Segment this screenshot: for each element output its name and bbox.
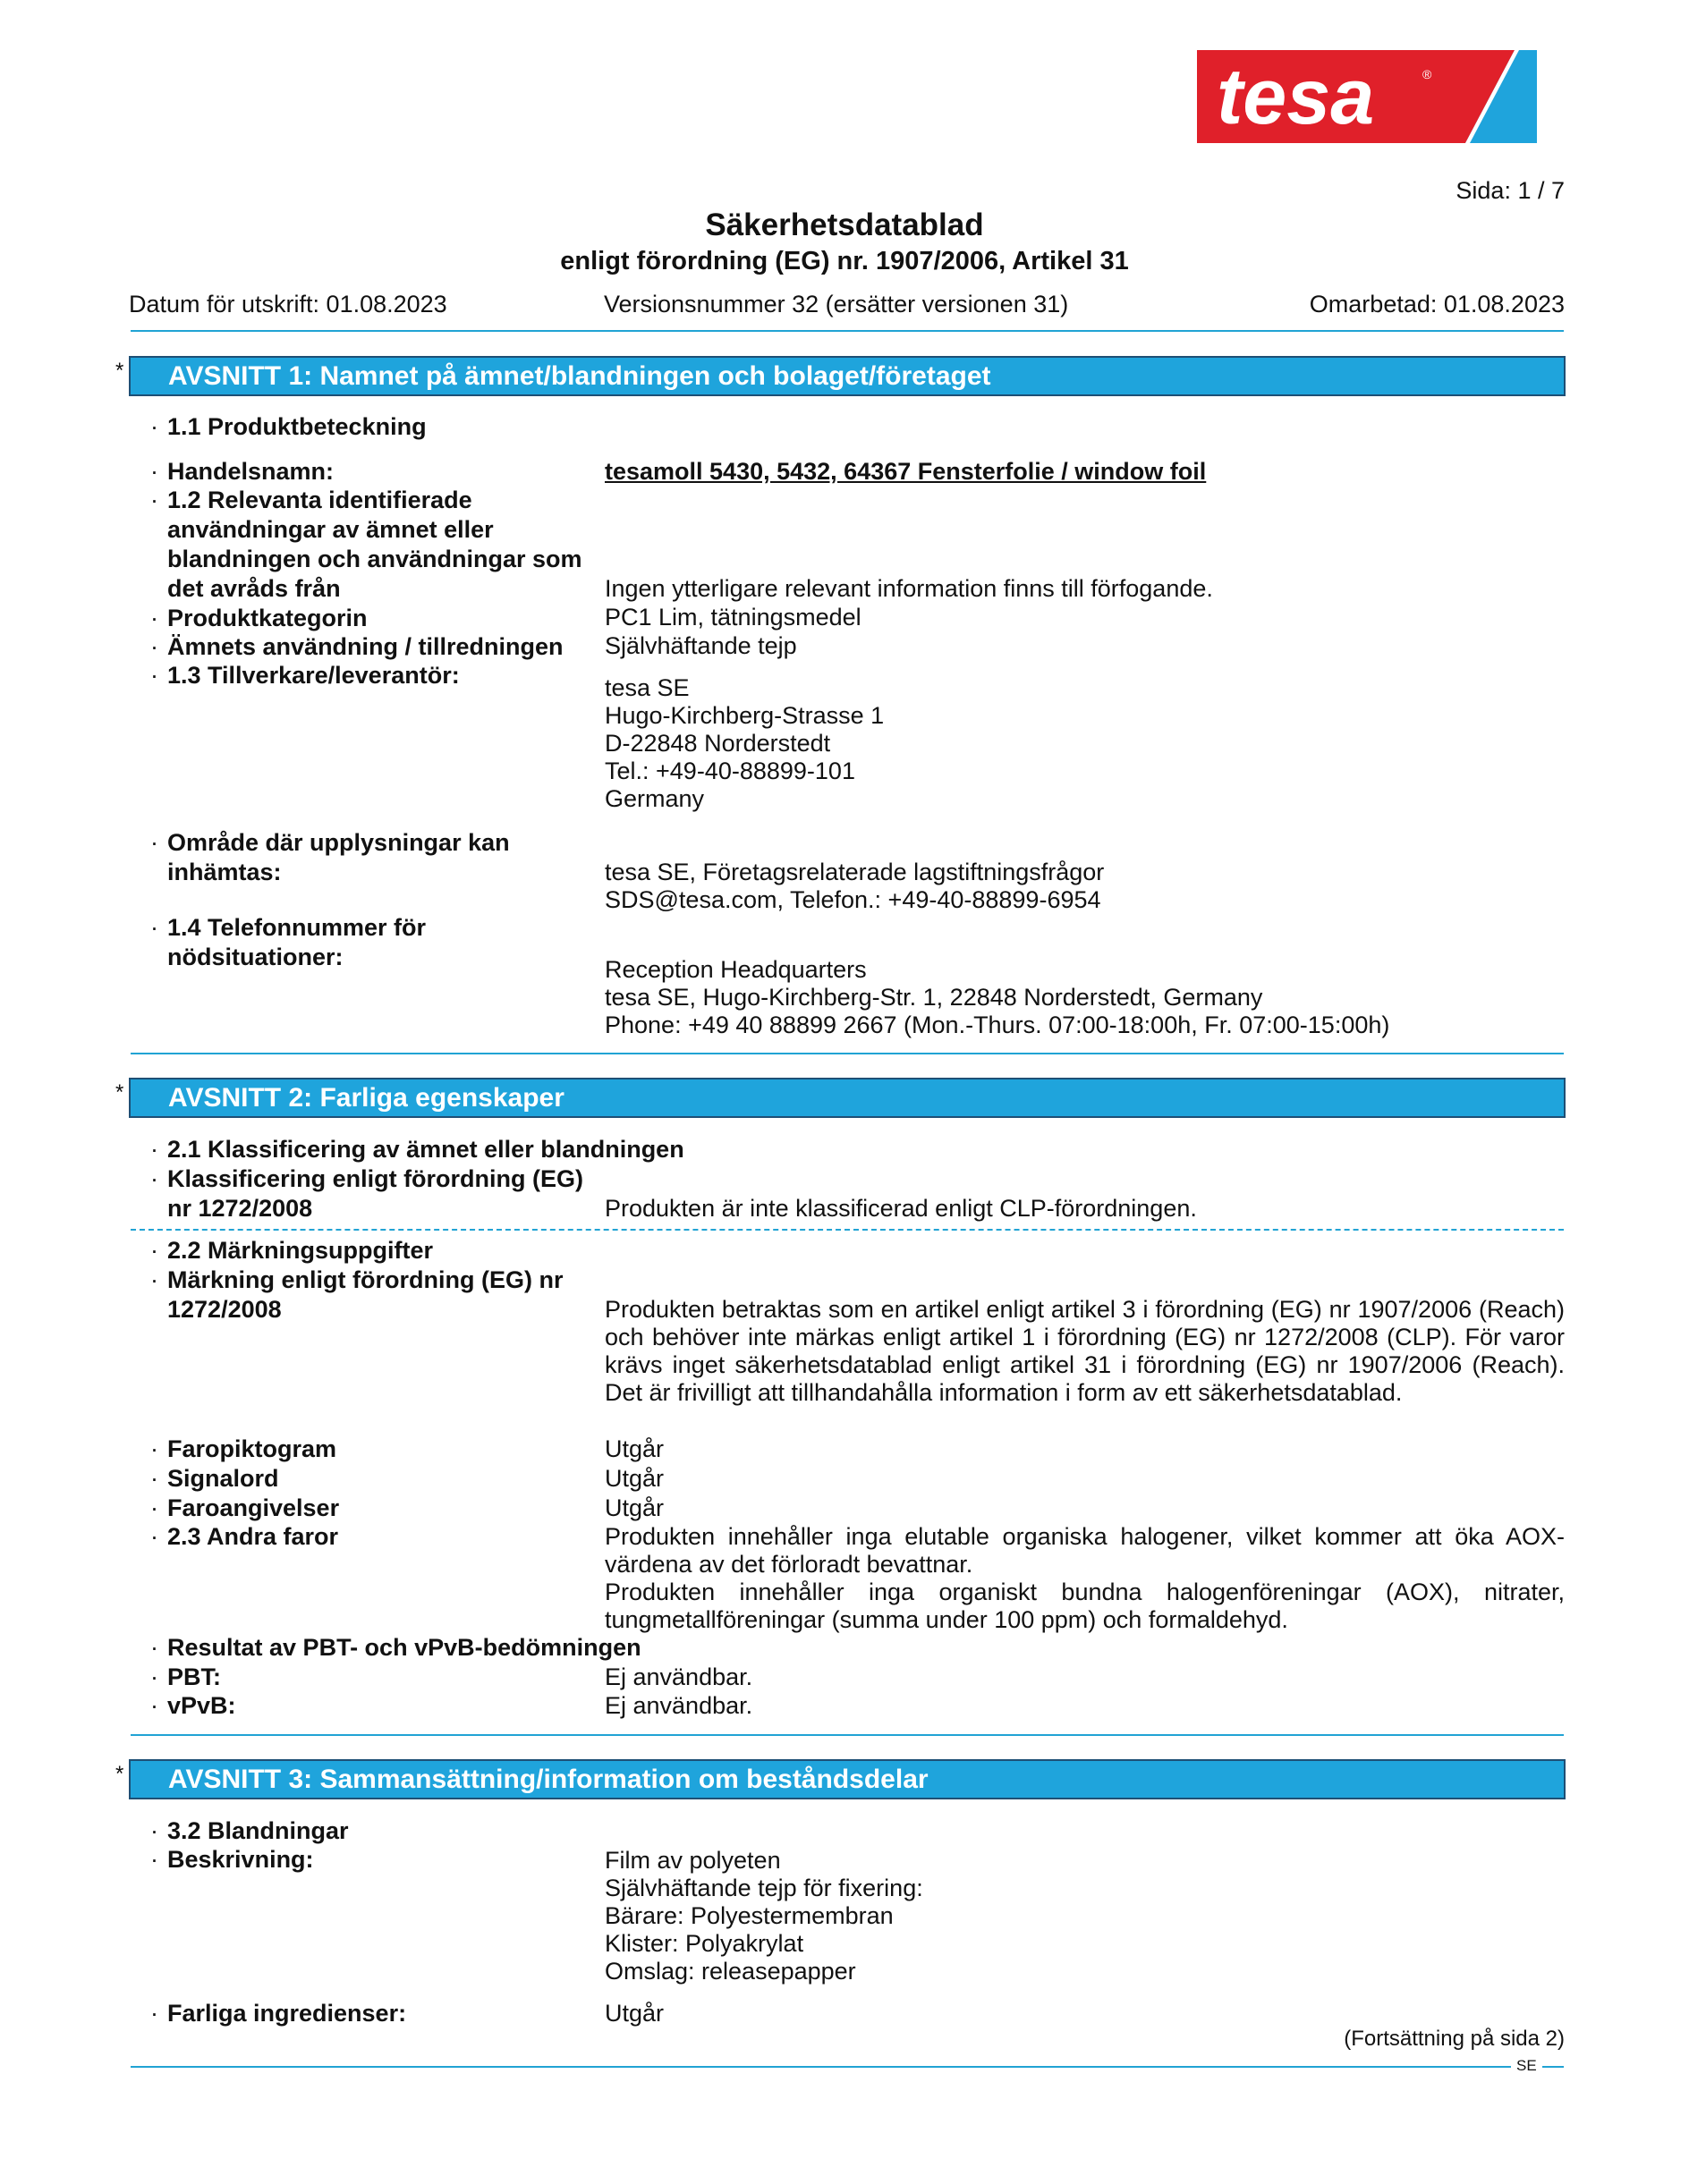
label-pictogram: · Faropiktogram — [150, 1435, 337, 1462]
trade-name-value: tesamoll 5430, 5432, 64367 Fensterfolie / window foil — [605, 458, 1207, 485]
section3-heading: AVSNITT 3: Sammansättning/information om beståndsdelar — [129, 1759, 1566, 1799]
other-hazards-value-1: Produkten innehåller inga elutable organiska halogener, vilket kommer att öka AOX-värdena av det förloradt bevattnar. — [605, 1523, 1565, 1578]
label-1-4: · 1.4 Telefonnummer för nödsituationer: — [150, 914, 427, 970]
vpvb-value: Ej användbar. — [605, 1692, 753, 1719]
marking-value: Produkten betraktas som en artikel enligt artikel 3 i förordning (EG) nr 1907/2006 (Reach) och behöver inte märkas enligt artikel 1 i förordning (EG) nr 1272/2008 (CLP). För varor krävs inget säkerhetsdatablad enligt artikel 31 i förordning (EG) nr 1907/2006 (Reach). Det är frivilligt att tillhandahålla information i form av ett säkerhetsdatablad. — [605, 1296, 1565, 1406]
label-3-2: · 3.2 Blandningar — [150, 1817, 349, 1844]
hazard-statements-value: Utgår — [605, 1494, 665, 1521]
tesa-logo — [1197, 50, 1537, 143]
document-title: Säkerhetsdatablad — [705, 207, 984, 242]
substance-use-value: Självhäftande tejp — [605, 632, 797, 659]
pictogram-value: Utgår — [605, 1435, 665, 1462]
manufacturer-address: tesa SE Hugo-Kirchberg-Strasse 1 D-22848 Norderstedt Tel.: +49-40-88899-101 Germany — [605, 674, 885, 812]
document-subtitle: enligt förordning (EG) nr. 1907/2006, Artikel 31 — [560, 247, 1129, 275]
section1-star: * — [115, 359, 124, 383]
section2-heading: AVSNITT 2: Farliga egenskaper — [129, 1078, 1566, 1118]
signal-word-value: Utgår — [605, 1465, 665, 1492]
section2-dashed-divider — [131, 1229, 1564, 1231]
product-category-value: PC1 Lim, tätningsmedel — [605, 604, 861, 631]
label-substance-use: · Ämnets användning / tillredningen — [150, 633, 564, 660]
section3-star: * — [115, 1762, 124, 1786]
label-2-2: · 2.2 Märkningsuppgifter — [150, 1237, 434, 1264]
description-value: Film av polyeten Självhäftande tejp för fixering: Bärare: Polyestermembran Klister: Polyakrylat Omslag: releasepapper — [605, 1847, 923, 1985]
other-hazards-value-2: Produkten innehåller inga organiskt bundna halogenföreningar (AOX), nitrater, tungmetallföreningar (summa under 100 ppm) och formaldehyd. — [605, 1579, 1565, 1633]
label-marking: · Märkning enligt förordning (EG) nr 1272/2008 — [150, 1266, 564, 1323]
svg-text:®: ® — [1422, 67, 1432, 81]
label-1-1: · 1.1 Produktbeteckning — [150, 413, 427, 440]
section2-divider — [131, 1734, 1564, 1736]
label-trade-name: · Handelsnamn: — [150, 458, 335, 485]
label-2-3: · 2.3 Andra faror — [150, 1523, 339, 1550]
section1-heading: AVSNITT 1: Namnet på ämnet/blandningen och bolaget/företaget — [129, 356, 1566, 396]
section2-star: * — [115, 1080, 124, 1105]
clp-classification-value: Produkten är inte klassificerad enligt CLP-förordningen. — [605, 1195, 1197, 1222]
pbt-value: Ej användbar. — [605, 1663, 753, 1690]
label-signal-word: · Signalord — [150, 1465, 279, 1492]
page-number: Sida: 1 / 7 — [1456, 177, 1565, 204]
label-hazardous-ingredients: · Farliga ingredienser: — [150, 2000, 407, 2027]
label-1-3: · 1.3 Tillverkare/leverantör: — [150, 662, 460, 689]
footer-divider — [131, 2066, 1564, 2068]
version-number: Versionsnummer 32 (ersätter versionen 31) — [604, 291, 1069, 317]
print-date: Datum för utskrift: 01.08.2023 — [129, 291, 447, 317]
language-code: SE — [1511, 2057, 1542, 2075]
label-1-2: · 1.2 Relevanta identifierade användningar av ämnet eller blandningen och användningar som det avråds från — [150, 487, 582, 602]
continued-note: (Fortsättning på sida 2) — [1344, 2027, 1565, 2051]
tesa-logo-text: tesa — [1217, 52, 1375, 140]
label-2-1: · 2.1 Klassificering av ämnet eller blandningen — [150, 1136, 684, 1163]
relevant-uses-value: Ingen ytterligare relevant information finns till förfogande. — [605, 575, 1213, 602]
label-hazard-statements: · Faroangivelser — [150, 1494, 340, 1521]
revised-date: Omarbetad: 01.08.2023 — [1309, 291, 1565, 317]
label-vpvb: · vPvB: — [150, 1692, 236, 1719]
label-description: · Beskrivning: — [150, 1846, 314, 1873]
hazardous-ingredients-value: Utgår — [605, 2000, 665, 2027]
section1-divider — [131, 1053, 1564, 1054]
label-info-area: · Område där upplysningar kan inhämtas: — [150, 829, 510, 885]
emergency-phone-value: Reception Headquarters tesa SE, Hugo-Kirchberg-Str. 1, 22848 Norderstedt, Germany Phone: +49 40 88899 2667 (Mon.-Thurs. 07:00-18:00h, Fr. 07:00-15:00h) — [605, 956, 1390, 1038]
label-pbt-result: · Resultat av PBT- och vPvB-bedömningen — [150, 1634, 641, 1661]
label-pbt: · PBT: — [150, 1663, 221, 1690]
label-product-category: · Produktkategorin — [150, 605, 368, 631]
info-area-value: tesa SE, Företagsrelaterade lagstiftningsfrågor SDS@tesa.com, Telefon.: +49-40-88899-6954 — [605, 859, 1105, 913]
header-divider — [131, 330, 1564, 332]
label-clp-classification: · Klassificering enligt förordning (EG) nr 1272/2008 — [150, 1165, 584, 1222]
